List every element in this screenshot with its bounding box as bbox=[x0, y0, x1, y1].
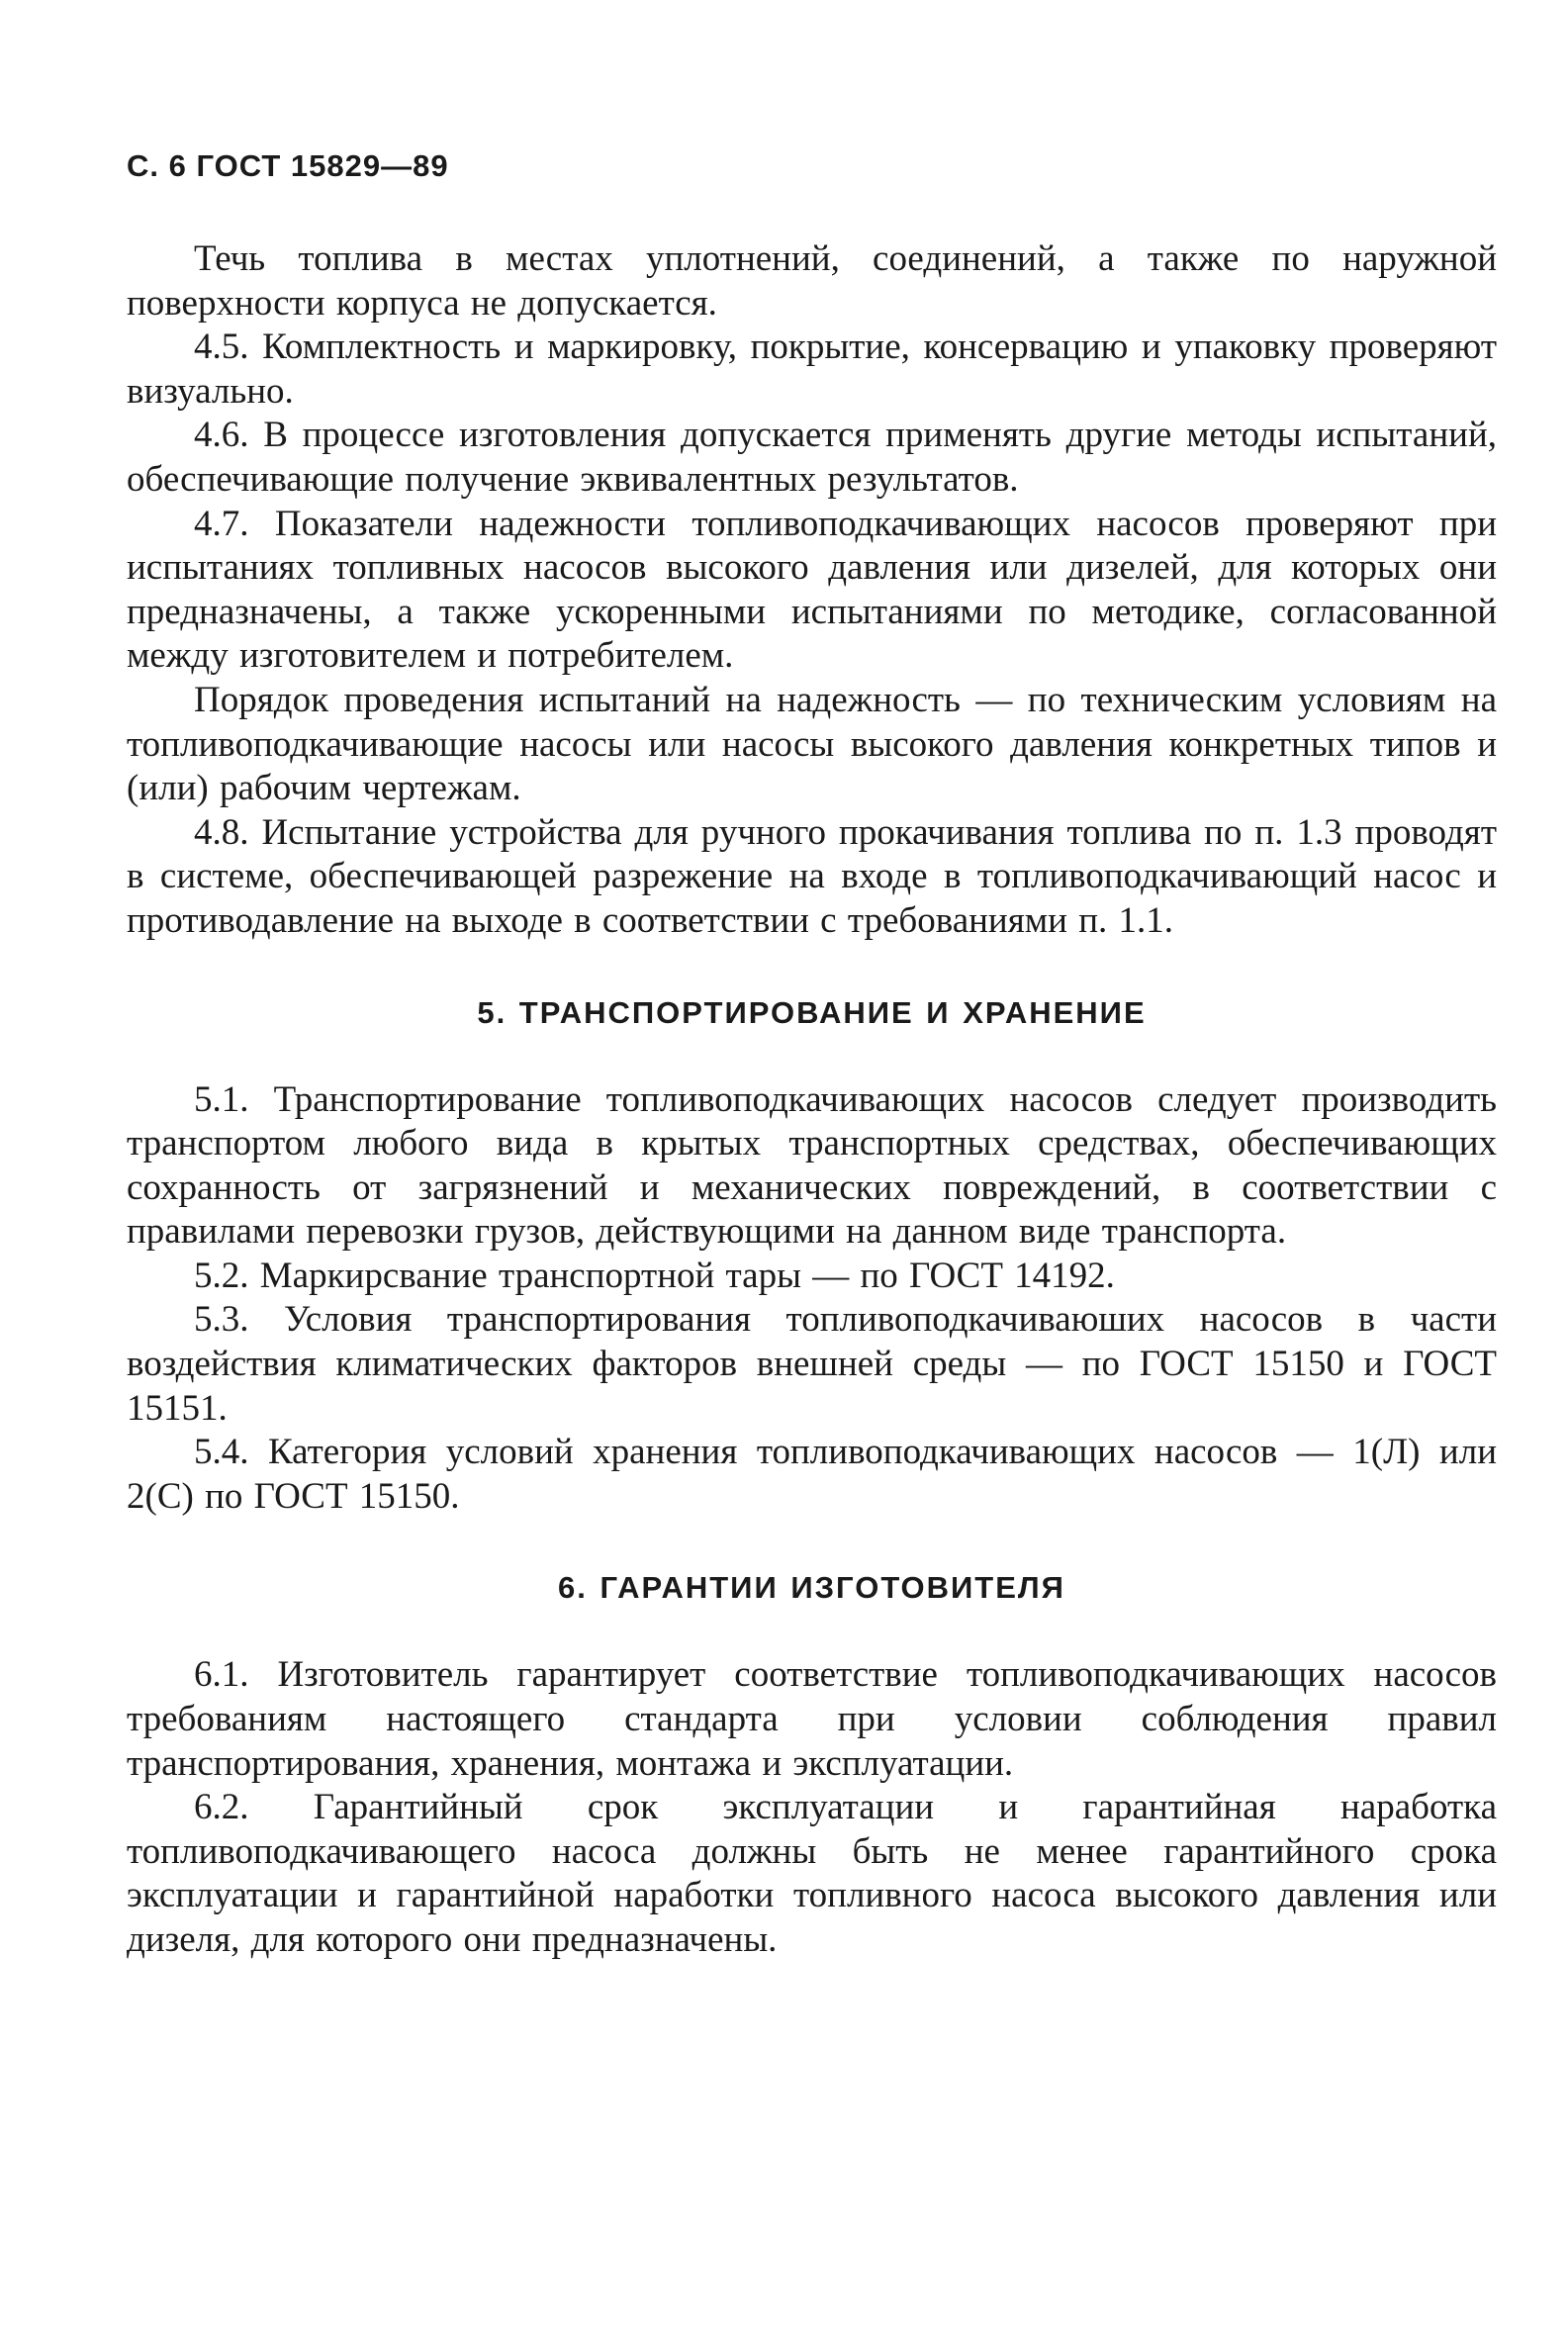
running-header: С. 6 ГОСТ 15829—89 bbox=[127, 148, 449, 183]
paragraph-5-1: 5.1. Транспортирование топливоподкачивающих насосов следует производить транспортом любого вида в крытых транспортных средствах, обеспечивающих сохранность от загрязнений и механических повреждений, в соответствии с правилами перевозки грузов, действующими на данном виде транспорта. bbox=[127, 1078, 1497, 1253]
paragraph-5-2: 5.2. Маркирсвание транспортной тары — по ГОСТ 14192. bbox=[194, 1255, 1115, 1296]
paragraph-4-6: 4.6. В процессе изготовления допускается применять другие методы испытаний, обеспечивающие получение эквивалентных результатов. bbox=[127, 415, 1497, 500]
paragraph-6-2: 6.2. Гарантийный срок эксплуатации и гарантийная наработка топливоподкачивающего насоса должны быть не менее гарантийного срока эксплуатации и гарантийной наработки топливного насоса высокого давления или дизеля, для которого они предназначены. bbox=[127, 1787, 1497, 1960]
paragraph-leak: Течь топлива в местах уплотнений, соединений, а также по наружной поверхности корпуса не допускается. bbox=[127, 238, 1497, 324]
paragraph-4-8: 4.8. Испытание устройства для ручного прокачивания топлива по п. 1.3 проводят в системе, обеспечивающей разрежение на входе в топливоподкачивающий насос и противодавление на выходе в соответствии с требованиями п. 1.1. bbox=[127, 811, 1497, 941]
paragraph-5-4: 5.4. Категория условий хранения топливоподкачивающих насосов — 1(Л) или 2(С) по ГОСТ 15150. bbox=[127, 1432, 1497, 1517]
paragraph-4-5: 4.5. Комплектность и маркировку, покрытие, консервацию и упаковку проверяют визуально. bbox=[127, 326, 1497, 412]
section-heading-5: 5. ТРАНСПОРТИРОВАНИЕ И ХРАНЕНИЕ bbox=[477, 994, 1147, 1030]
section-heading-6: 6. ГАРАНТИИ ИЗГОТОВИТЕЛЯ bbox=[558, 1570, 1065, 1606]
paragraph-reliability-order: Порядок проведения испытаний на надежность — по техническим условиям на топливоподкачивающие насосы или насосы высокого давления конкретных типов и (или) рабочим чертежам. bbox=[127, 679, 1497, 809]
document-body bbox=[127, 237, 1497, 1963]
paragraph-4-7: 4.7. Показатели надежности топливоподкачивающих насосов проверяют при испытаниях топливных насосов высокого давления или дизелей, для которых они предназначены, а также ускоренными испытаниями по методике, согласованной между изготовителем и потребителем. bbox=[127, 503, 1497, 677]
paragraph-5-3: 5.3. Условия транспортирования топливоподкачиваюших насосов в части воздействия климатических факторов внешней среды — по ГОСТ 15150 и ГОСТ 15151. bbox=[127, 1299, 1497, 1429]
paragraph-6-1: 6.1. Изготовитель гарантирует соответствие топливоподкачивающих насосов требованиям настоящего стандарта при условии соблюдения правил транспортирования, хранения, монтажа и эксплуатации. bbox=[127, 1654, 1497, 1784]
